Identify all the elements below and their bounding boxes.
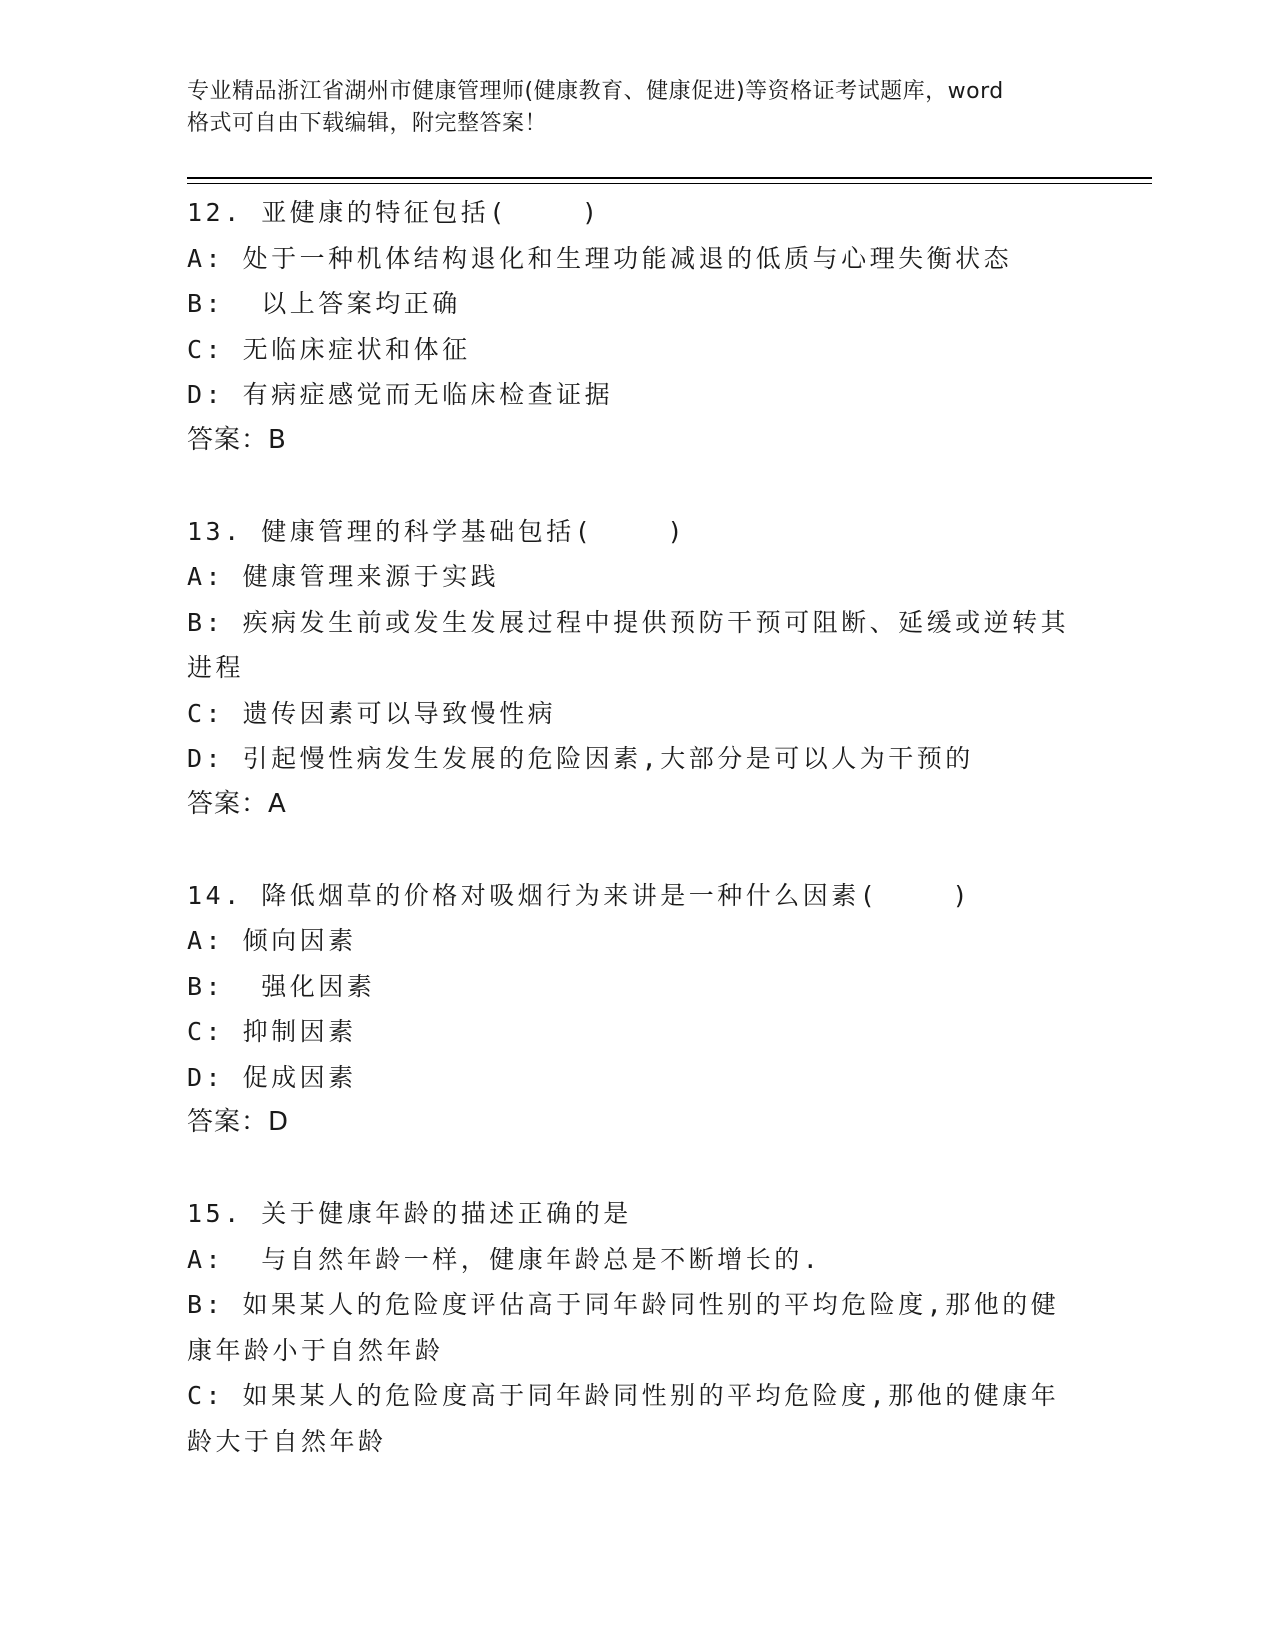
option-a: A: 倾向因素 [187,926,357,955]
option-b: B: 以上答案均正确 [187,289,461,318]
option-c: C: 抑制因素 [187,1017,357,1046]
option-c: C: 无临床症状和体征 [187,334,471,364]
answer-line: 答案：B [187,424,287,455]
question-title: 13. 健康管理的科学基础包括( ) [187,516,687,546]
question-title: 15. 关于健康年龄的描述正确的是 [187,1199,632,1228]
option-b: B: 强化因素 [187,971,376,1001]
question-title: 14. 降低烟草的价格对吸烟行为来讲是一种什么因素( ) [187,880,972,910]
header-divider-thick [187,177,1152,179]
question-list [187,190,1087,1510]
question-14 [187,873,1087,1146]
option-c: C: 遗传因素可以导致慢性病 [187,698,557,728]
header-line-2: 格式可自由下载编辑，附完整答案！ [187,111,548,136]
option-d: D: 有病症感觉而无临床检查证据 [187,380,614,409]
option-c: C: 如果某人的危险度高于同年龄同性别的平均危险度,那他的健康年龄大于自然年龄 [187,1381,1060,1456]
option-d: D: 引起慢性病发生发展的危险因素,大部分是可以人为干预的 [187,744,974,773]
option-a: A: 与自然年龄一样，健康年龄总是不断增长的. [187,1244,822,1274]
option-a: A: 处于一种机体结构退化和生理功能减退的低质与心理失衡状态 [187,243,1013,273]
option-b: B: 疾病发生前或发生发展过程中提供预防干预可阻断、延缓或逆转其进程 [187,607,1070,682]
question-title: 12. 亚健康的特征包括( ) [187,198,601,227]
answer-line: 答案：A [187,788,287,819]
question-13 [187,509,1087,828]
option-d: D: 促成因素 [187,1062,357,1092]
header-line-1: 专业精品浙江省湖州市健康管理师(健康教育、健康促进)等资格证考试题库，word [187,79,1004,104]
question-12 [187,190,1087,463]
option-b: B: 如果某人的危险度评估高于同年龄同性别的平均危险度,那他的健康年龄小于自然年龄 [187,1290,1060,1365]
option-a: A: 健康管理来源于实践 [187,562,500,591]
answer-line: 答案：D [187,1107,290,1137]
header-divider-thin [187,183,1152,184]
question-15 [187,1191,1087,1464]
document-header [187,76,1087,140]
